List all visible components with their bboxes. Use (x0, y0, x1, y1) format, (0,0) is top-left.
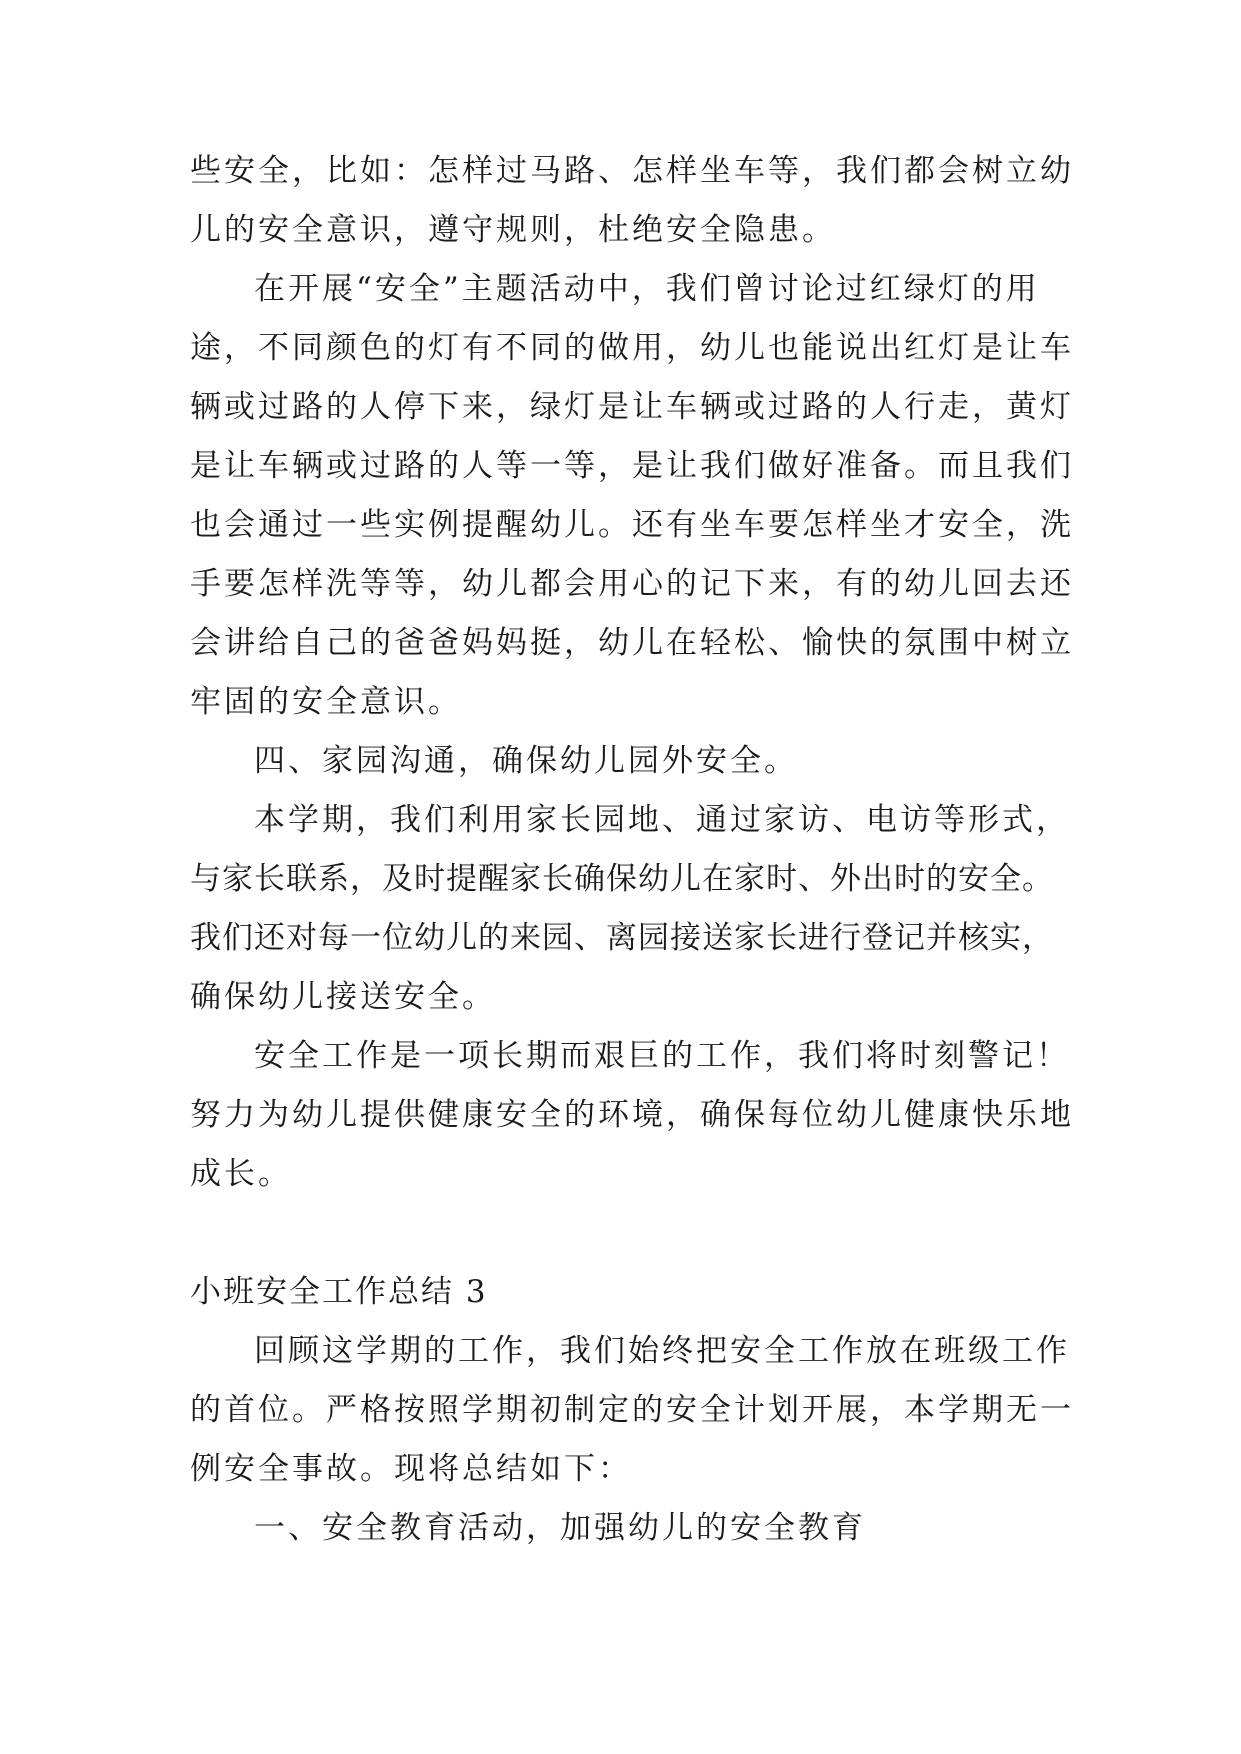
body-line-10: 牢固的安全意识。 (190, 684, 462, 720)
body-line-5: 辆或过路的人停下来，绿灯是让车辆或过路的人行走，黄灯 (190, 389, 1074, 425)
body-line-17: 努力为幼儿提供健康安全的环境，确保每位幼儿健康快乐地 (190, 1097, 1074, 1133)
body-line-8: 手要怎样洗等等，幼儿都会用心的记下来，有的幼儿回去还 (190, 566, 1074, 602)
body-line-4: 途，不同颜色的灯有不同的做用，幼儿也能说出红灯是让车 (190, 330, 1074, 366)
body-line-2: 儿的安全意识，遵守规则，杜绝安全隐患。 (190, 212, 836, 248)
body-line-15: 确保幼儿接送安全。 (190, 979, 496, 1015)
section-heading-four: 四、家园沟通，确保幼儿园外安全。 (254, 743, 798, 779)
body-line-7: 也会通过一些实例提醒幼儿。还有坐车要怎样坐才安全，洗 (190, 507, 1074, 543)
body-line-6: 是让车辆或过路的人等一等，是让我们做好准备。而且我们 (190, 448, 1074, 484)
section-title: 小班安全工作总结 3 (190, 1274, 488, 1310)
paragraph-start-line: 回顾这学期的工作，我们始终把安全工作放在班级工作 (254, 1333, 1070, 1369)
body-line-13: 与家长联系，及时提醒家长确保幼儿在家时、外出时的安全。 (190, 861, 1054, 897)
body-line-14: 我们还对每一位幼儿的来园、离园接送家长进行登记并核实， (190, 920, 1054, 956)
body-line-9: 会讲给自己的爸爸妈妈挺，幼儿在轻松、愉快的氛围中树立 (190, 625, 1074, 661)
paragraph-start-line: 在开展“安全”主题活动中，我们曾讨论过红绿灯的用 (254, 271, 1040, 307)
section-heading-one: 一、安全教育活动，加强幼儿的安全教育 (254, 1510, 866, 1546)
body-line-22: 例安全事故。现将总结如下： (190, 1451, 632, 1487)
paragraph-start-line: 本学期，我们利用家长园地、通过家访、电访等形式， (254, 802, 1070, 838)
body-line-21: 的首位。严格按照学期初制定的安全计划开展，本学期无一 (190, 1392, 1074, 1428)
paragraph-start-line: 安全工作是一项长期而艰巨的工作，我们将时刻警记！ (254, 1038, 1070, 1074)
body-line-1: 些安全，比如：怎样过马路、怎样坐车等，我们都会树立幼 (190, 153, 1074, 189)
body-line-18: 成长。 (190, 1156, 292, 1192)
